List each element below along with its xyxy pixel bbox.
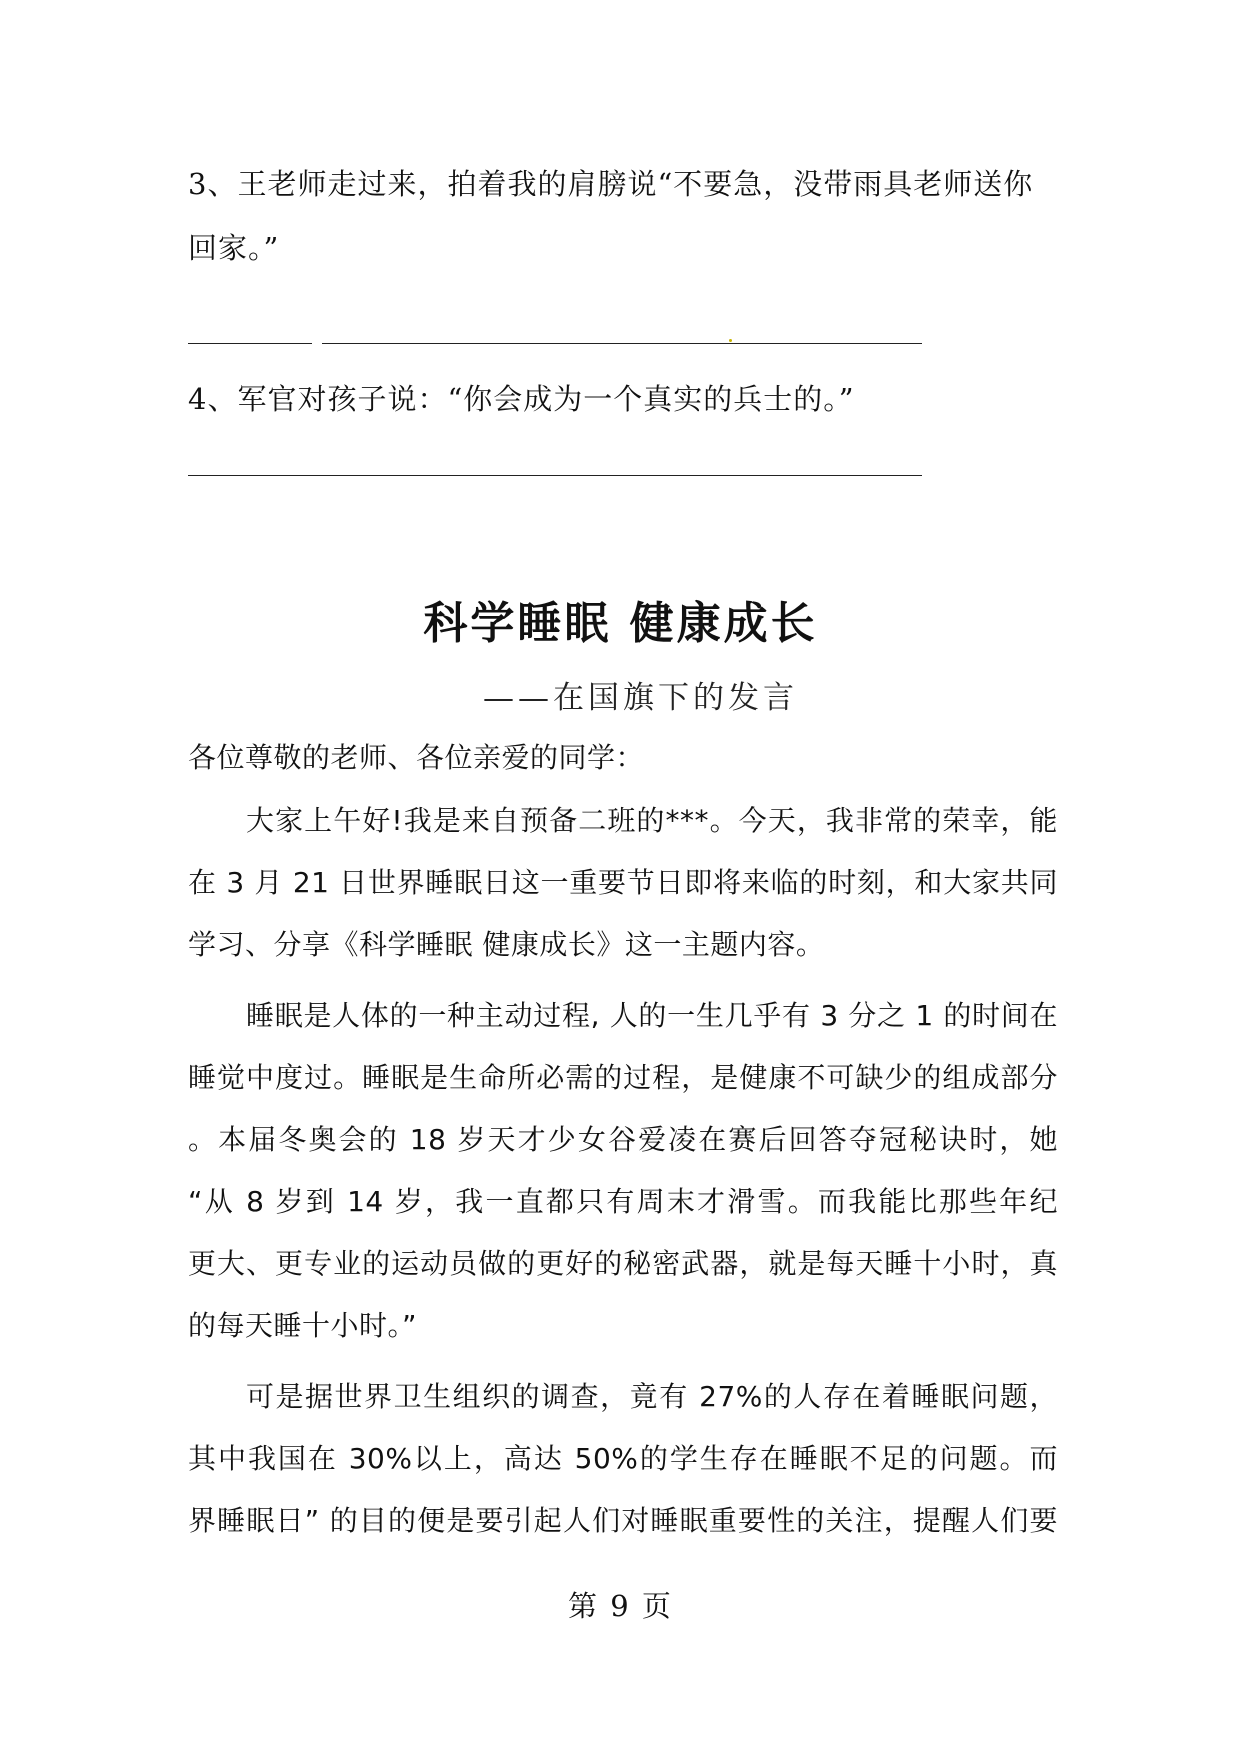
answer-blank-long (322, 343, 922, 344)
paragraph-1-line-1: 大家上午好!我是来自预备二班的***。今天，我非常的荣幸，能 (246, 804, 1058, 837)
speech-subtitle: ——在国旗下的发言 (483, 680, 798, 716)
stray-dot (729, 339, 732, 342)
exercise-3-line-2: 回家。” (188, 231, 280, 265)
exercise-3-line-1: 3、王老师走过来，拍着我的肩膀说“不要急，没带雨具老师送你 (188, 167, 1034, 201)
paragraph-3-line-2: 其中我国在 30%以上，高达 50%的学生存在睡眠不足的问题。而 (188, 1442, 1058, 1475)
page-number: 第 9 页 (568, 1589, 673, 1623)
answer-blank-full (188, 475, 922, 476)
paragraph-3-line-3: 界睡眠日” 的目的便是要引起人们对睡眠重要性的关注，提醒人们要 (188, 1504, 1058, 1537)
speech-salutation: 各位尊敬的老师、各位亲爱的同学： (188, 741, 645, 774)
paragraph-2-line-6: 的每天睡十小时。” (188, 1309, 418, 1342)
paragraph-3-line-1: 可是据世界卫生组织的调查，竟有 27%的人存在着睡眠问题， (246, 1380, 1058, 1413)
speech-title: 科学睡眠 健康成长 (423, 598, 818, 649)
paragraph-2-line-4: “从 8 岁到 14 岁，我一直都只有周末才滑雪。而我能比那些年纪 (188, 1185, 1058, 1218)
paragraph-2-line-2: 睡觉中度过。睡眠是生命所必需的过程，是健康不可缺少的组成部分 (188, 1061, 1058, 1094)
paragraph-2-line-5: 更大、更专业的运动员做的更好的秘密武器，就是每天睡十小时，真 (188, 1247, 1058, 1280)
exercise-4-line-1: 4、军官对孩子说：“你会成为一个真实的兵士的。” (188, 382, 855, 416)
paragraph-1-line-2: 在 3 月 21 日世界睡眠日这一重要节日即将来临的时刻，和大家共同 (188, 866, 1058, 899)
paragraph-2-line-3: 。本届冬奥会的 18 岁天才少女谷爱凌在赛后回答夺冠秘诀时，她 (188, 1123, 1058, 1156)
paragraph-1-line-3: 学习、分享《科学睡眠 健康成长》这一主题内容。 (188, 928, 825, 961)
paragraph-2-line-1: 睡眠是人体的一种主动过程, 人的一生几乎有 3 分之 1 的时间在 (246, 999, 1058, 1032)
answer-blank-short (188, 343, 312, 344)
